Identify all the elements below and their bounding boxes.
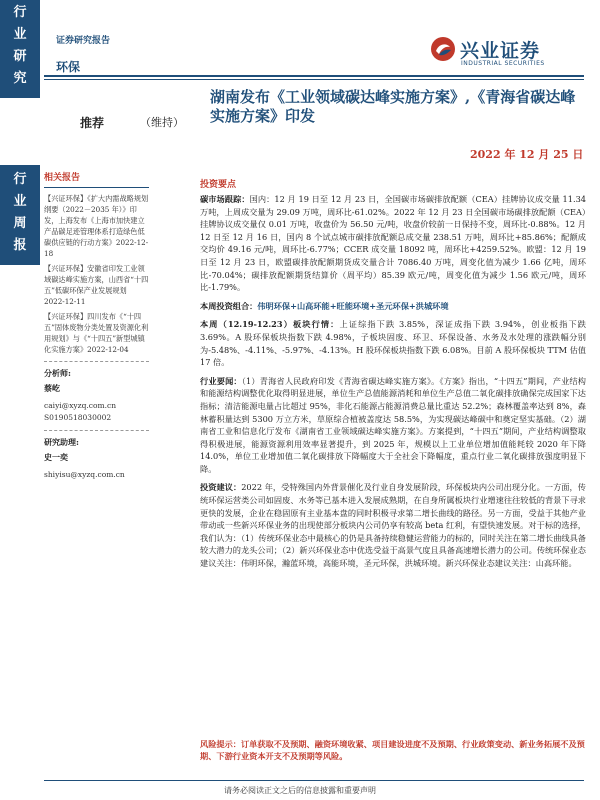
assistant-heading: 研究助理:	[44, 437, 79, 447]
analyst-heading: 分析师:	[44, 368, 71, 378]
report-title: 湖南发布《工业领域碳达峰实施方案》,《青海省碳达峰实施方案》印发	[210, 88, 576, 125]
paragraph-lead: 行业要闻：	[200, 375, 242, 386]
paragraph-text: 上证综指下跌 3.85%，深证成指下跌 3.94%，创业板指下跌 3.69%。A 股环保板块指数下跌 4.98%，子板块固废、环卫、环保设备、水务及水处理的涨跌幅分别为-5.48%、-4.11%、-5.97%、-4.13%。H 股环保板块指数下跌 6.08%。目前 A 股环保板块 TTM 估值 17 倍。	[200, 319, 586, 368]
side-char: 研	[13, 49, 27, 64]
paragraph-text: 2022 年，受特殊国内外背景催化及行业自身发展阶段，环保板块内公司出现分化。一方面，传统环保运营类公司如固废、水务等已基本进入发展成熟期，在自身所属板块行业增速往往较低的背景下寻求更快的发展，企业在稳固原有主业基本盘的同时积极寻求第二增长曲线的路径。另一方面，受益于其他产业带动或一些新兴环保业务的出现使部分板块内公司仍享有较高 beta 红利，有望快速发展。对于标的选择，我们认为：（1）传统环保业态中最核心的仍是具备持续稳健运营能力的标的，同时关注在第二增长曲线具备较大潜力的龙头公司；（2）新兴环保业态中优选受益于高景气度且具备高速增长潜力的公司。传统环保业态建议关注：伟明环保，瀚蓝环境，高能环境，圣元环保，洪城环境。新兴环保业态建议关注：山高环能。	[200, 482, 586, 569]
side-char: 业	[13, 194, 27, 209]
company-logo	[430, 34, 570, 72]
analyst-email[interactable]: caiyi@xyzq.com.cn	[44, 401, 117, 410]
related-report-item[interactable]: 【兴证环保】安徽省印发工业领域碳达峰实施方案，山西省“十四五”低碳环保产业发展规划 2022-12-11	[44, 264, 149, 306]
side-char: 行	[13, 5, 27, 20]
side-label-weekly-report	[0, 165, 40, 265]
footer-disclaimer: 请务必阅读正文之后的信息披露和重要声明	[224, 786, 376, 795]
risk-warning: 风险提示：订单获取不及预期、融资环境收紧、项目建设进度不及预期、行业政策变动、新业务拓展不及预期、下游行业资本开支不及预期等风险。	[200, 739, 585, 761]
paragraph-lead: 投资建议：	[200, 482, 242, 493]
related-report-item[interactable]: 【兴证环保】《扩大内需战略规划纲要（2022－2035 年）》印发，上海发布《上海市加快建立产品碳足迹管理体系打造绿色低碳供应链的行动方案》2022-12-18	[44, 194, 149, 258]
divider	[44, 430, 149, 431]
side-char: 周	[13, 216, 27, 231]
rating-status: （维持）	[140, 116, 184, 129]
side-band	[0, 0, 40, 800]
left-column	[44, 170, 194, 481]
logo-mark-icon	[430, 36, 456, 62]
paragraph-lead: 碳市场跟踪：	[200, 194, 250, 204]
report-date: 2022 年 12 月 25 日	[470, 148, 584, 161]
rating-label: 推荐	[80, 116, 105, 130]
analyst-cert: S0190518030002	[44, 413, 112, 422]
carbon-market-paragraph	[200, 193, 586, 294]
paragraph-lead: 本周（12.19-12.23）板块行情：	[200, 319, 340, 330]
side-label-industry-research	[0, 0, 40, 98]
side-char: 究	[13, 71, 27, 86]
main-content	[200, 177, 586, 576]
news-paragraph	[200, 375, 586, 476]
side-char: 业	[13, 27, 27, 42]
portfolio-text: 伟明环保+山高环能+旺能环境+圣元环保+洪城环境	[257, 300, 449, 311]
header-divider-thin	[44, 79, 584, 80]
key-points-heading: 投资要点	[200, 180, 237, 190]
related-divider	[44, 187, 149, 188]
paragraph-text: 国内：12 月 19 日至 12 月 23 日，全国碳市场碳排放配额（CEA）挂牌协议成交量 11.34 万吨，上周成交量为 29.09 万吨，周环比-61.02%。2022 年 12 月 23 日全国碳市场碳排放配额（CEA）挂牌协议成交量仅 0.01 万吨，收盘价为 56.50 元/吨，收盘价较前一日保持不变，周环比-0.88%。12 月 12 日至 12 月 16 日，国内 8 个试点城市碳排放配额总成交量 238.51 万吨，周环比+85.86%；配额成交均价 49.16 元/吨，周环比-6.77%；CCER 成交量 18092 吨，周环比+4259.52%。欧盟：12 月 19 日至 12 月 23 日，欧盟碳排放配额期货成交量合计 7086.40 万吨，周变化值为减少 1.66 亿吨，周环比-70.04%；碳排放配额期货结算价（周平均）85.39 欧元/吨，周变化值为减少 1.56 欧元/吨，周环比-1.79%。	[200, 194, 586, 293]
logo-text-en: INDUSTRIAL SECURITIES	[461, 60, 545, 67]
related-report-item[interactable]: 【兴证环保】四川发布《“十四五”固体废物分类处置及资源化利用规划》与《“十四五”新型城镇化实施方案》2022-12-04	[44, 312, 149, 354]
portfolio-paragraph	[200, 300, 586, 313]
sector-label: 环保	[56, 60, 81, 74]
report-type-label: 证券研究报告	[56, 36, 111, 46]
market-paragraph	[200, 318, 586, 368]
logo-text-cn: 兴业证券	[460, 40, 541, 62]
paragraph-lead: 本周投资组合：	[200, 300, 258, 311]
analyst-name: 蔡屹	[44, 383, 60, 393]
paragraph-text: （1）青海省人民政府印发《青海省碳达峰实施方案》。《方案》指出，“十四五”期间，产业结构和能源结构调整优化取得明显进展，单位生产总值能源消耗和单位生产总值二氧化碳排放确保完成国家下达指标；清洁能源电量占比超过 95%，非化石能源占能源消费总量比重达 52.2%；森林覆盖率达到 8%，森林蓄积量达到 5300 万立方米，草原综合植被盖度达 58.5%，为实现碳达峰碳中和奠定坚实基础。（2）湖南省工业和信息化厅发布《湖南省工业领域碳达峰实施方案》。方案提到，“十四五”期间，产业结构调整取得积极进展，能源资源利用效率显著提升，到 2025 年，规模以上工业单位增加值能耗较 2020 年下降 14.0%，单位工业增加值二氧化碳排放下降幅度大于全社会下降幅度，重点行业二氧化碳排放强度明显下降。	[200, 375, 586, 474]
advice-paragraph	[200, 481, 586, 569]
assistant-email[interactable]: shiyisu@xyzq.com.cn	[44, 470, 125, 479]
footer-divider	[44, 780, 584, 781]
assistant-name: 史一奕	[44, 452, 68, 462]
divider	[44, 361, 149, 362]
related-reports-heading: 相关报告	[44, 173, 81, 183]
side-char: 行	[13, 172, 27, 187]
side-char: 报	[13, 238, 27, 253]
header-divider	[44, 75, 584, 77]
